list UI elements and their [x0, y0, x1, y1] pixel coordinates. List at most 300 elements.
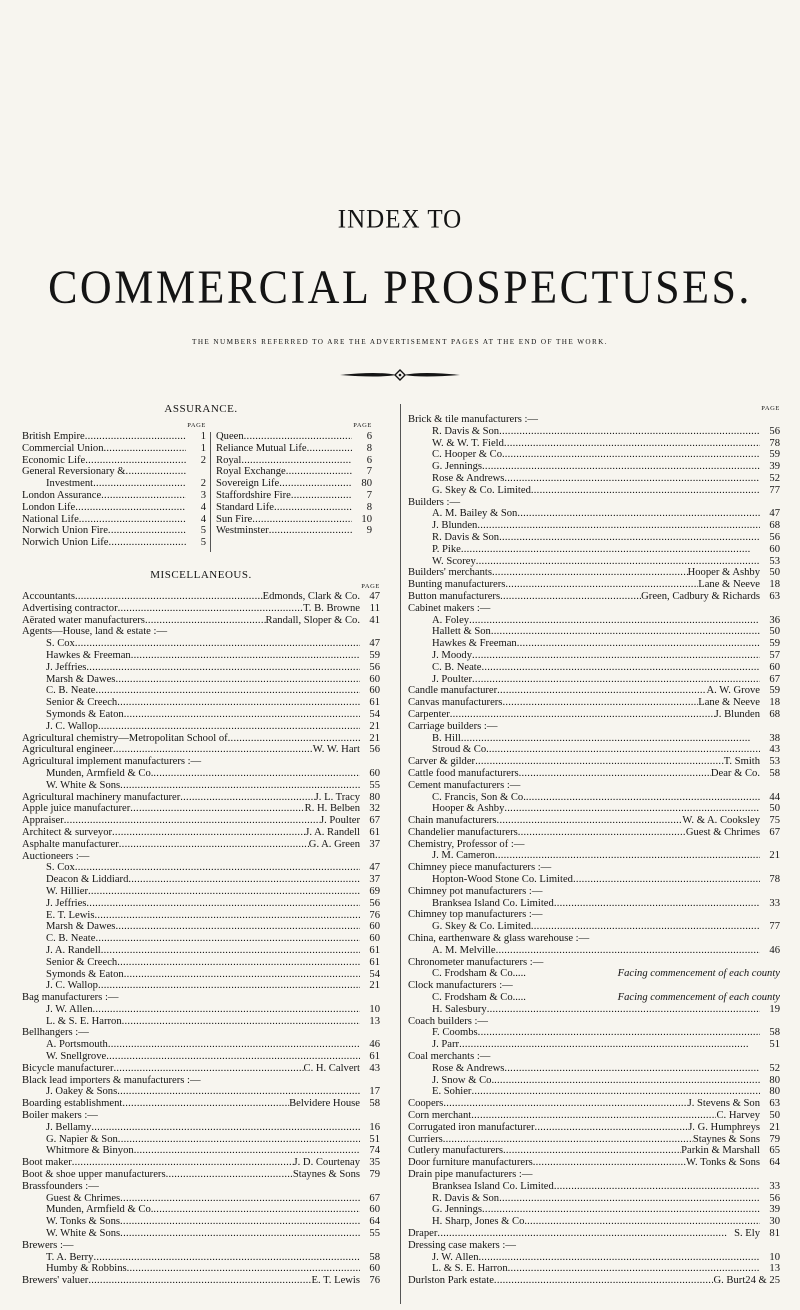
entry-name: W. White & Sons [46, 1228, 121, 1240]
entry-name: Symonds & Eaton [46, 968, 124, 980]
entry-name: Dear & Co. [710, 767, 760, 779]
leader-dots [120, 1228, 360, 1240]
page-number: 21 [369, 732, 380, 744]
leader-dots [499, 532, 760, 544]
leader-dots [494, 1275, 714, 1287]
index-entry [22, 615, 380, 627]
entry-name: Marsh & Dawes [46, 921, 116, 933]
page-number: 18 [769, 579, 780, 591]
page-number: 47 [769, 508, 780, 520]
leader-dots [130, 803, 304, 815]
leader-dots [554, 898, 760, 910]
entry-name: G. Burt [713, 1275, 746, 1287]
leader-dots [495, 850, 760, 862]
page-number: 21 [369, 980, 380, 992]
page-number: 17 [369, 1086, 380, 1098]
assurance-entry [22, 514, 206, 526]
index-subentry [408, 638, 780, 650]
index-entry [22, 792, 380, 804]
entry-name: J. Poulter [432, 673, 473, 685]
main-title: COMMERCIAL PROSPECTUSES. [48, 261, 752, 314]
entry-name: Branksea Island Co. Limited [432, 897, 554, 909]
page-number: 24 & 25 [745, 1275, 780, 1287]
index-entry [408, 567, 780, 579]
index-entry [408, 1122, 780, 1134]
leader-dots [482, 1204, 760, 1216]
leader-dots [492, 567, 688, 579]
page-number: 1 [200, 431, 206, 442]
leader-dots [72, 1157, 294, 1169]
leader-dots [112, 827, 305, 839]
category-label: Chimney top manufacturers :— [408, 909, 543, 921]
leader-dots [93, 1004, 360, 1016]
entry-name: L. & S. E. Harron [46, 1015, 122, 1027]
page-number: 8 [366, 442, 372, 454]
entry-name: J. D. Courtenay [293, 1157, 360, 1169]
page-number: 76 [369, 1275, 380, 1287]
entry-name: J. Jeffries [46, 661, 87, 673]
index-entry [22, 1157, 380, 1169]
assurance-entry [216, 478, 372, 490]
index-subentry [22, 685, 380, 697]
page-number: 60 [369, 767, 380, 779]
entry-name: C. B. Neate [432, 661, 482, 673]
assurance-entry [216, 502, 372, 514]
entry-name: Marsh & Dawes [46, 673, 116, 685]
right-page-header: PAGE [761, 405, 780, 412]
leader-dots [286, 466, 352, 478]
leader-dots [120, 1193, 360, 1205]
leader-dots [244, 431, 352, 443]
page-number: 53 [769, 756, 780, 768]
category-label: Agents—House, land & estate :— [22, 626, 168, 638]
assurance-left-list [22, 421, 206, 549]
category-label: China, earthenware & glass warehouse :— [408, 933, 590, 945]
page-number: 60 [369, 921, 380, 933]
page-number: 13 [769, 1263, 780, 1275]
leader-dots [117, 957, 360, 969]
leader-dots [527, 1216, 760, 1228]
category-heading [408, 780, 780, 792]
page-number: 60 [769, 661, 780, 673]
category-label: Coal merchants :— [408, 1051, 491, 1063]
leader-dots [476, 556, 760, 568]
entry-name: Lane & Neeve [698, 697, 760, 709]
entry-name: P. Pike [432, 543, 461, 555]
company-name: Queen [216, 431, 244, 442]
entry-label: Canvas manufacturers [408, 697, 503, 709]
entry-name: W. Tonks & Sons [46, 1216, 121, 1228]
entry-name: A. Portsmouth [46, 1039, 108, 1051]
page-number: 58 [369, 1251, 380, 1263]
index-subentry [408, 556, 780, 568]
index-entry [22, 1169, 380, 1181]
index-entry [22, 827, 380, 839]
category-heading [408, 886, 780, 898]
page-number: 80 [369, 791, 380, 803]
page-number: 74 [369, 1145, 380, 1157]
index-subentry [22, 910, 380, 922]
entry-name: J. C. Wallop [46, 720, 98, 732]
entry-name: R. Davis & Son [432, 1192, 500, 1204]
leader-dots [477, 520, 760, 532]
category-label: Black lead importers & manufacturers :— [22, 1074, 201, 1086]
page-number: 59 [769, 638, 780, 650]
index-entry [22, 815, 380, 827]
leader-dots [85, 431, 186, 443]
index-subentry [22, 1004, 380, 1016]
company-name: National Life [22, 513, 79, 525]
entry-name: J. L. Tracy [314, 791, 360, 803]
index-subentry [408, 626, 780, 638]
index-subentry [408, 1086, 780, 1098]
index-subentry [408, 1063, 780, 1075]
index-entry [408, 1275, 780, 1287]
category-heading [22, 1240, 380, 1252]
category-label: Builders :— [408, 496, 461, 508]
page-number: 35 [369, 1157, 380, 1169]
category-label: Chimney pot manufacturers :— [408, 885, 543, 897]
index-subentry [22, 862, 380, 874]
entry-name: G. Skey & Co. Limited [432, 484, 531, 496]
index-subentry [22, 980, 380, 992]
page-number: 44 [769, 791, 780, 803]
category-heading [22, 756, 380, 768]
index-subentry [408, 1027, 780, 1039]
entry-label: Boot maker [22, 1157, 72, 1169]
category-heading [408, 957, 780, 969]
leader-dots [64, 815, 320, 827]
index-subentry [408, 1075, 780, 1087]
leader-dots [443, 1098, 687, 1110]
category-heading [408, 603, 780, 615]
entry-label: Cattle food manufacturers [408, 767, 519, 779]
entry-name: C. B. Neate [46, 933, 96, 945]
entry-label: Agricultural engineer [22, 744, 113, 756]
leader-dots [533, 1157, 686, 1169]
assurance-entry [22, 466, 206, 478]
index-subentry [408, 921, 780, 933]
page-number: 67 [769, 673, 780, 685]
index-subentry [22, 945, 380, 957]
entry-name: J. Snow & Co. [432, 1074, 495, 1086]
page-number: 10 [361, 513, 372, 525]
leader-dots [122, 1016, 360, 1028]
assurance-entry [22, 455, 206, 467]
assurance-entry [216, 443, 372, 455]
index-subentry [22, 697, 380, 709]
page-number: 38 [769, 732, 780, 744]
index-subentry [22, 1039, 380, 1051]
page-number: 13 [369, 1015, 380, 1027]
leader-dots [122, 1098, 289, 1110]
entry-label: Architect & surveyor [22, 826, 113, 838]
leader-dots [75, 591, 263, 603]
index-subentry [408, 485, 780, 497]
index-subentry [408, 733, 780, 745]
leader-dots [481, 662, 760, 674]
leader-dots [459, 1039, 760, 1051]
assurance-left-page-header: PAGE [187, 422, 206, 429]
category-label: Chronometer manufacturers :— [408, 956, 544, 968]
assurance-entry [22, 537, 206, 549]
page-number: 21 [769, 850, 780, 862]
entry-name: A. M. Bailey & Son [432, 508, 518, 520]
entry-name: G. Skey & Co. Limited [432, 921, 531, 933]
company-name: British Empire [22, 431, 85, 442]
index-subentry [22, 638, 380, 650]
page-number: 61 [369, 1051, 380, 1063]
page-number: 60 [769, 543, 780, 555]
index-subentry [408, 508, 780, 520]
leader-dots [475, 756, 724, 768]
index-subentry [22, 933, 380, 945]
leader-dots [106, 1051, 360, 1063]
entry-name: Green, Cadbury & Richards [641, 590, 760, 602]
assurance-entry [216, 455, 372, 467]
leader-dots [519, 768, 711, 780]
page-number: 65 [769, 1145, 780, 1157]
entry-label: Cutlery manufacturers [408, 1145, 504, 1157]
leader-dots [153, 1204, 360, 1216]
page-number: 56 [369, 744, 380, 756]
index-subentry [22, 780, 380, 792]
category-label: Bellhangers :— [22, 1027, 89, 1039]
page-number: 59 [369, 649, 380, 661]
category-label: Drain pipe manufacturers :— [408, 1169, 533, 1180]
page-number: 77 [769, 921, 780, 933]
entry-name: S. Cox [46, 862, 75, 874]
category-heading [408, 980, 780, 992]
index-subentry [22, 1193, 380, 1205]
entry-label: Button manufacturers [408, 590, 501, 602]
category-heading [408, 497, 780, 509]
assurance-entry [22, 502, 206, 514]
page-number: 56 [369, 661, 380, 673]
category-heading [22, 1110, 380, 1122]
company-name: London Assurance [22, 489, 102, 501]
entry-label: Corrugated iron manufacturer [408, 1121, 535, 1133]
leader-dots [126, 466, 186, 478]
entry-label: Coopers [408, 1098, 444, 1110]
index-subentry [22, 1204, 380, 1216]
page-number: 54 [369, 968, 380, 980]
page-number: 61 [369, 956, 380, 968]
leader-dots [88, 1275, 311, 1287]
leader-dots [279, 478, 352, 490]
leader-dots [504, 473, 760, 485]
leader-dots [113, 744, 313, 756]
category-label: Dressing case makers :— [408, 1239, 516, 1251]
category-label: Boiler makers :— [22, 1110, 98, 1122]
entry-name: G. Jennings [432, 1204, 483, 1216]
entry-label: Accountants [22, 591, 75, 602]
page-number: 6 [366, 454, 372, 466]
entry-label: Curriers [408, 1133, 443, 1145]
leader-dots [120, 1216, 360, 1228]
page-number: 52 [769, 472, 780, 484]
entry-name: Senior & Creech [46, 697, 118, 709]
leader-dots [531, 921, 760, 933]
index-subentry [408, 1252, 780, 1264]
entry-name: W. Scorey [432, 555, 476, 567]
ornament-rule [338, 368, 462, 382]
leader-dots [93, 478, 186, 490]
index-subentry [408, 1193, 780, 1205]
page-number: 6 [366, 431, 372, 442]
index-subentry [22, 1051, 380, 1063]
leader-dots [104, 443, 187, 455]
page-number: 16 [369, 1121, 380, 1133]
page-number: 56 [769, 425, 780, 437]
page-number: 39 [769, 461, 780, 473]
index-subentry [22, 1016, 380, 1028]
category-heading [22, 1075, 380, 1087]
leader-dots [241, 455, 352, 467]
entry-name: Rose & Andrews [432, 1062, 505, 1074]
miscellaneous-section [22, 570, 380, 1287]
company-name: Staffordshire Fire [216, 489, 291, 501]
page-number: 46 [369, 1039, 380, 1051]
leader-dots [461, 544, 760, 556]
entry-label: Boarding establishment [22, 1098, 123, 1110]
company-name: Royal Exchange [216, 466, 286, 478]
page-number: 67 [369, 815, 380, 827]
index-entry [22, 744, 380, 756]
entry-label: Carpenter [408, 708, 450, 720]
entry-name: Senior & Creech [46, 956, 118, 968]
leader-dots [437, 1228, 734, 1240]
entry-name: Hallett & Son [432, 626, 491, 638]
category-label: Coach builders :— [408, 1015, 489, 1027]
entry-name: Lane & Neeve [698, 579, 760, 591]
leader-dots [108, 1039, 360, 1051]
leader-dots [291, 490, 352, 502]
entry-name: W. White & Sons [46, 779, 121, 791]
leader-dots [79, 514, 186, 526]
entry-name: J. Blunden [714, 708, 760, 720]
company-name: Sun Fire [216, 513, 253, 525]
index-entry [408, 1157, 780, 1169]
assurance-section [22, 404, 380, 418]
leader-dots [93, 1252, 360, 1264]
index-title: INDEX TO [337, 205, 463, 234]
leader-dots [117, 1086, 360, 1098]
category-label: Carriage builders :— [408, 720, 498, 732]
page-number: 69 [369, 885, 380, 897]
company-name: Economic Life [22, 454, 86, 466]
page-number: 4 [200, 513, 206, 525]
entry-label: Door furniture manufacturers [408, 1157, 533, 1169]
leader-dots [531, 485, 760, 497]
category-heading [408, 839, 780, 851]
category-heading [408, 1169, 780, 1181]
page-number: 64 [769, 1157, 780, 1169]
index-subentry [22, 874, 380, 886]
index-entry [22, 1098, 380, 1110]
leader-dots [269, 525, 352, 537]
index-subentry [22, 721, 380, 733]
entry-label: Appraiser [22, 815, 64, 827]
page-number: 53 [769, 555, 780, 567]
page-number: 50 [769, 626, 780, 638]
entry-name: S. Cox [46, 638, 75, 650]
entry-name: Stroud & Co. [432, 744, 489, 756]
page-number: 78 [769, 874, 780, 886]
index-subentry [408, 532, 780, 544]
page-number: 37 [369, 838, 380, 850]
page-number: 79 [369, 1169, 380, 1181]
leader-dots [127, 1263, 360, 1275]
index-subentry [22, 898, 380, 910]
page-number: 60 [369, 673, 380, 685]
entry-name: E. T. Lewis [46, 909, 95, 921]
entry-name: Symonds & Eaton [46, 708, 124, 720]
entry-name: Hooper & Ashby [432, 803, 505, 815]
assurance-entry [216, 431, 372, 443]
entry-name: Hawkes & Freeman [46, 649, 131, 661]
leader-dots [109, 537, 187, 549]
leader-dots [505, 449, 760, 461]
index-entry [408, 579, 780, 591]
leader-dots [101, 945, 360, 957]
entry-name: A. W. Grove [706, 685, 760, 697]
entry-label: Apple juice manufacturer [22, 803, 131, 815]
index-entry [408, 768, 780, 780]
index-subentry [22, 1086, 380, 1098]
entry-label: Carver & gilder [408, 756, 476, 768]
leader-dots [489, 744, 760, 756]
leader-dots [117, 697, 360, 709]
leader-dots [166, 1169, 293, 1181]
page-number: 47 [369, 638, 380, 650]
leader-dots [88, 886, 360, 898]
category-heading [408, 862, 780, 874]
leader-dots [517, 508, 760, 520]
index-subentry [408, 1204, 780, 1216]
leader-dots [94, 910, 360, 922]
assurance-right-page-header: PAGE [353, 422, 372, 429]
leader-dots [461, 733, 760, 745]
entry-name: J. G. Humphreys [688, 1121, 760, 1133]
company-name: Royal [216, 454, 242, 466]
page-number: 80 [361, 478, 372, 490]
index-subentry [408, 674, 780, 686]
category-heading [22, 992, 380, 1004]
index-entry [408, 591, 780, 603]
page-number: 47 [369, 591, 380, 602]
leader-dots [228, 733, 360, 745]
index-entry [408, 827, 780, 839]
entry-label: Corn merchant [408, 1110, 472, 1122]
page-number: 2 [200, 454, 206, 466]
index-entry [408, 685, 780, 697]
leader-dots [120, 780, 360, 792]
page-number: 33 [769, 1180, 780, 1192]
page-number: 59 [769, 685, 780, 697]
entry-label: Candle manufacturer [408, 685, 498, 697]
leader-dots [482, 461, 760, 473]
entry-name: G. Jennings [432, 461, 483, 473]
entry-name: J. Oakey & Sons [46, 1086, 118, 1098]
category-heading [408, 1051, 780, 1063]
index-entry [22, 603, 380, 615]
page-number: 50 [769, 567, 780, 579]
index-subentry [22, 768, 380, 780]
index-entry [22, 1063, 380, 1075]
entry-name: Whitmore & Binyon [46, 1145, 134, 1157]
entry-name: E. Sohier [432, 1086, 472, 1098]
